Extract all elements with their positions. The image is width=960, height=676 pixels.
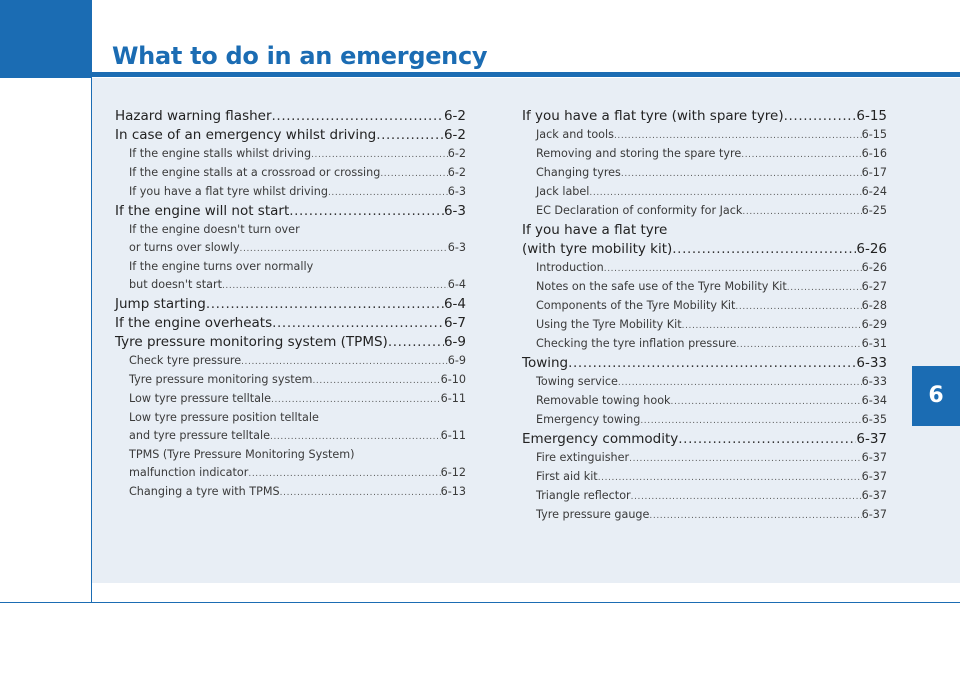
toc-entry-row [115, 314, 466, 333]
toc-subsection-entry[interactable] [522, 449, 887, 468]
toc-page-number: 6-3 [447, 241, 466, 254]
toc-page-number: 6-10 [440, 373, 466, 386]
toc-subsection-entry[interactable] [115, 390, 466, 409]
toc-entry-row [536, 411, 887, 430]
toc-entry-row [536, 392, 887, 411]
toc-entry-title: Changing tyres [536, 166, 621, 179]
toc-entry-title: Fire extinguisher [536, 451, 630, 464]
dot-leader [671, 393, 862, 411]
toc-section-entry[interactable] [522, 107, 887, 126]
toc-entry-title: Using the Tyre Mobility Kit [536, 318, 682, 331]
dot-leader [280, 484, 441, 502]
toc-section-entry[interactable] [115, 126, 466, 145]
toc-entry-row [536, 164, 887, 183]
toc-page-number: 6-37 [861, 489, 887, 502]
toc-subsection-entry[interactable] [115, 164, 466, 183]
dot-leader [589, 184, 861, 202]
toc-entry-title: Components of the Tyre Mobility Kit [536, 299, 736, 312]
toc-entry-row [129, 145, 466, 164]
dot-leader [640, 412, 861, 430]
toc-entry-row [522, 107, 887, 126]
toc-page-number: 6-7 [443, 315, 466, 331]
toc-entry-title: If the engine overheats [115, 315, 273, 331]
toc-entry-row [129, 352, 466, 371]
toc-subsection-entry[interactable] [522, 278, 887, 297]
toc-subsection-entry[interactable] [522, 183, 887, 202]
toc-subsection-entry[interactable] [115, 371, 466, 390]
toc-entry-title: Triangle reflector [536, 489, 631, 502]
toc-entry-title: or turns over slowly [129, 241, 240, 254]
toc-section-entry[interactable] [522, 221, 887, 259]
toc-section-entry[interactable] [522, 354, 887, 373]
header-corner-block [0, 0, 92, 78]
toc-entry-title: (with tyre mobility kit) [522, 241, 673, 257]
dot-leader [784, 107, 857, 126]
toc-page-number: 6-34 [861, 394, 887, 407]
toc-section-entry[interactable] [115, 202, 466, 221]
dot-leader [248, 465, 440, 483]
toc-entry-row [129, 239, 466, 258]
toc-page-number: 6-2 [443, 108, 466, 124]
toc-entry-row [115, 333, 466, 352]
toc-entry-title: and tyre pressure telltale [129, 429, 271, 442]
toc-subsection-entry[interactable] [522, 506, 887, 525]
dot-leader [568, 354, 856, 373]
toc-page-number: 6-35 [861, 413, 887, 426]
toc-page-number: 6-37 [861, 470, 887, 483]
toc-subsection-entry[interactable] [522, 145, 887, 164]
dot-leader [240, 240, 448, 258]
toc-entry-title: Tyre pressure monitoring system [129, 373, 313, 386]
title-underline [92, 72, 960, 77]
toc-section-entry[interactable] [115, 295, 466, 314]
toc-page-number: 6-3 [443, 203, 466, 219]
dot-leader [311, 146, 448, 164]
toc-entry-title: but doesn't start [129, 278, 222, 291]
toc-page-number: 6-26 [861, 261, 887, 274]
toc-subsection-entry[interactable] [522, 392, 887, 411]
toc-entry-row [536, 335, 887, 354]
toc-subsection-entry[interactable] [522, 487, 887, 506]
toc-entry-title: If you have a flat tyre (with spare tyre) [522, 108, 784, 124]
toc-page-number: 6-37 [856, 431, 887, 447]
toc-entry-row [536, 468, 887, 487]
toc-entry-title: Towing [522, 355, 569, 371]
toc-page-number: 6-24 [861, 185, 887, 198]
toc-entry-row [129, 390, 466, 409]
toc-page-number: 6-17 [861, 166, 887, 179]
toc-entry-title: Towing service [536, 375, 618, 388]
page-title: What to do in an emergency [112, 42, 488, 70]
toc-entry-row [536, 373, 887, 392]
toc-page-number: 6-11 [440, 392, 466, 405]
toc-right-column [522, 107, 887, 525]
toc-entry-title: Jack and tools [536, 128, 614, 141]
toc-entry-title: In case of an emergency whilst driving [115, 127, 377, 143]
dot-leader [376, 126, 444, 145]
toc-subsection-entry[interactable] [115, 409, 466, 446]
dot-leader [388, 333, 444, 352]
toc-entry-title-line: If you have a flat tyre [522, 222, 668, 238]
toc-entry-title: Removing and storing the spare tyre [536, 147, 742, 160]
toc-subsection-entry[interactable] [115, 258, 466, 295]
toc-entry-row [536, 278, 887, 297]
toc-subsection-entry[interactable] [522, 126, 887, 145]
toc-entry-row [536, 259, 887, 278]
toc-entry-row [129, 483, 466, 502]
toc-page-number: 6-25 [861, 204, 887, 217]
dot-leader [206, 295, 444, 314]
toc-section-entry[interactable] [115, 314, 466, 333]
toc-page-number: 6-28 [861, 299, 887, 312]
footer-rule [0, 602, 960, 603]
toc-page-number: 6-26 [856, 241, 887, 257]
toc-page-number: 6-33 [861, 375, 887, 388]
dot-leader [736, 336, 861, 354]
toc-subsection-entry[interactable] [522, 202, 887, 221]
toc-entry-row [536, 126, 887, 145]
dot-leader [270, 428, 441, 446]
toc-entry-title: Jack label [536, 185, 590, 198]
toc-subsection-entry[interactable] [115, 183, 466, 202]
toc-entry-title: Check tyre pressure [129, 354, 242, 367]
toc-entry-row [115, 126, 466, 145]
toc-entry-row [129, 427, 466, 446]
toc-entry-row [129, 183, 466, 202]
toc-entry-title-line: If the engine turns over normally [129, 260, 314, 273]
dot-leader [735, 298, 861, 316]
toc-entry-title: Low tyre pressure telltale [129, 392, 271, 405]
toc-entry-title-line: If the engine doesn't turn over [129, 223, 300, 236]
dot-leader [222, 277, 448, 295]
toc-subsection-entry[interactable] [115, 145, 466, 164]
toc-entry-title: If the engine stalls whilst driving [129, 147, 312, 160]
dot-leader [604, 260, 862, 278]
toc-entry-row [536, 145, 887, 164]
toc-left-column [115, 107, 466, 502]
toc-entry-title: Changing a tyre with TPMS [129, 485, 280, 498]
toc-page-number: 6-2 [443, 127, 466, 143]
toc-subsection-entry[interactable] [522, 164, 887, 183]
toc-page-number: 6-29 [861, 318, 887, 331]
toc-subsection-entry[interactable] [115, 221, 466, 258]
toc-subsection-entry[interactable] [115, 483, 466, 502]
toc-entry-title: malfunction indicator [129, 466, 249, 479]
toc-page-number: 6-3 [447, 185, 466, 198]
toc-entry-title: If the engine will not start [115, 203, 290, 219]
dot-leader [649, 507, 861, 525]
toc-entry-row [522, 354, 887, 373]
toc-page-number: 6-16 [861, 147, 887, 160]
toc-subsection-entry[interactable] [522, 335, 887, 354]
toc-entry-row [536, 202, 887, 221]
toc-entry-title: Emergency commodity [522, 431, 679, 447]
toc-entry-title: First aid kit [536, 470, 598, 483]
dot-leader [682, 317, 862, 335]
toc-entry-row [522, 430, 887, 449]
toc-entry-row [536, 183, 887, 202]
toc-entry-title: Emergency towing [536, 413, 641, 426]
toc-subsection-entry[interactable] [522, 259, 887, 278]
toc-subsection-entry[interactable] [522, 468, 887, 487]
toc-section-entry[interactable] [115, 333, 466, 352]
toc-page-number: 6-9 [447, 354, 466, 367]
toc-page-number: 6-13 [440, 485, 466, 498]
toc-page-number: 6-2 [447, 147, 466, 160]
toc-entry-row [115, 107, 466, 126]
dot-leader [631, 488, 862, 506]
toc-subsection-entry[interactable] [522, 411, 887, 430]
toc-entry-title-line: TPMS (Tyre Pressure Monitoring System) [129, 448, 355, 461]
dot-leader [271, 391, 441, 409]
toc-entry-title: Tyre pressure gauge [536, 508, 650, 521]
dot-leader [621, 165, 862, 183]
toc-page-number: 6-2 [447, 166, 466, 179]
toc-entry-row [129, 276, 466, 295]
toc-entry-row [536, 316, 887, 335]
toc-section-entry[interactable] [115, 107, 466, 126]
toc-page-number: 6-4 [447, 278, 466, 291]
toc-page-number: 6-12 [440, 466, 466, 479]
toc-entry-title: Removable towing hook [536, 394, 671, 407]
dot-leader [742, 203, 861, 221]
toc-entry-row [129, 464, 466, 483]
dot-leader [241, 353, 448, 371]
dot-leader [741, 146, 861, 164]
toc-page-number: 6-15 [856, 108, 887, 124]
dot-leader [672, 240, 856, 259]
toc-page-number: 6-9 [443, 334, 466, 350]
toc-page-number: 6-33 [856, 355, 887, 371]
dot-leader [312, 372, 440, 390]
toc-page-number: 6-15 [861, 128, 887, 141]
toc-entry-row [129, 164, 466, 183]
toc-entry-row [115, 295, 466, 314]
dot-leader [380, 165, 447, 183]
toc-entry-title: Hazard warning flasher [115, 108, 272, 124]
toc-subsection-entry[interactable] [115, 352, 466, 371]
toc-page-number: 6-37 [861, 451, 887, 464]
toc-entry-row [536, 506, 887, 525]
toc-subsection-entry[interactable] [115, 446, 466, 483]
toc-subsection-entry[interactable] [522, 316, 887, 335]
dot-leader [598, 469, 862, 487]
chapter-tab[interactable]: 6 [912, 366, 960, 426]
toc-entry-title: Notes on the safe use of the Tyre Mobility Kit [536, 280, 787, 293]
toc-subsection-entry[interactable] [522, 373, 887, 392]
toc-page-number: 6-37 [861, 508, 887, 521]
toc-entry-title: If you have a flat tyre whilst driving [129, 185, 328, 198]
dot-leader [272, 107, 444, 126]
toc-entry-title: Tyre pressure monitoring system (TPMS) [115, 334, 388, 350]
toc-page-number: 6-31 [861, 337, 887, 350]
toc-entry-row [129, 371, 466, 390]
toc-entry-title: If the engine stalls at a crossroad or crossing [129, 166, 381, 179]
toc-entry-row [536, 487, 887, 506]
toc-entry-title: Introduction [536, 261, 604, 274]
dot-leader [614, 127, 862, 145]
toc-section-entry[interactable] [522, 430, 887, 449]
dot-leader [629, 450, 861, 468]
toc-entry-title: Checking the tyre inflation pressure [536, 337, 737, 350]
dot-leader [272, 314, 444, 333]
dot-leader [289, 202, 444, 221]
dot-leader [328, 184, 448, 202]
toc-entry-title: Jump starting [115, 296, 206, 312]
toc-page-number: 6-4 [443, 296, 466, 312]
toc-page-number: 6-27 [861, 280, 887, 293]
toc-subsection-entry[interactable] [522, 297, 887, 316]
dot-leader [678, 430, 856, 449]
toc-entry-row [522, 240, 887, 259]
toc-entry-row [536, 297, 887, 316]
toc-entry-row [115, 202, 466, 221]
toc-page-number: 6-11 [440, 429, 466, 442]
dot-leader [787, 279, 862, 297]
toc-entry-row [536, 449, 887, 468]
toc-entry-title-line: Low tyre pressure position telltale [129, 411, 319, 424]
toc-entry-title: EC Declaration of conformity for Jack [536, 204, 743, 217]
dot-leader [618, 374, 862, 392]
